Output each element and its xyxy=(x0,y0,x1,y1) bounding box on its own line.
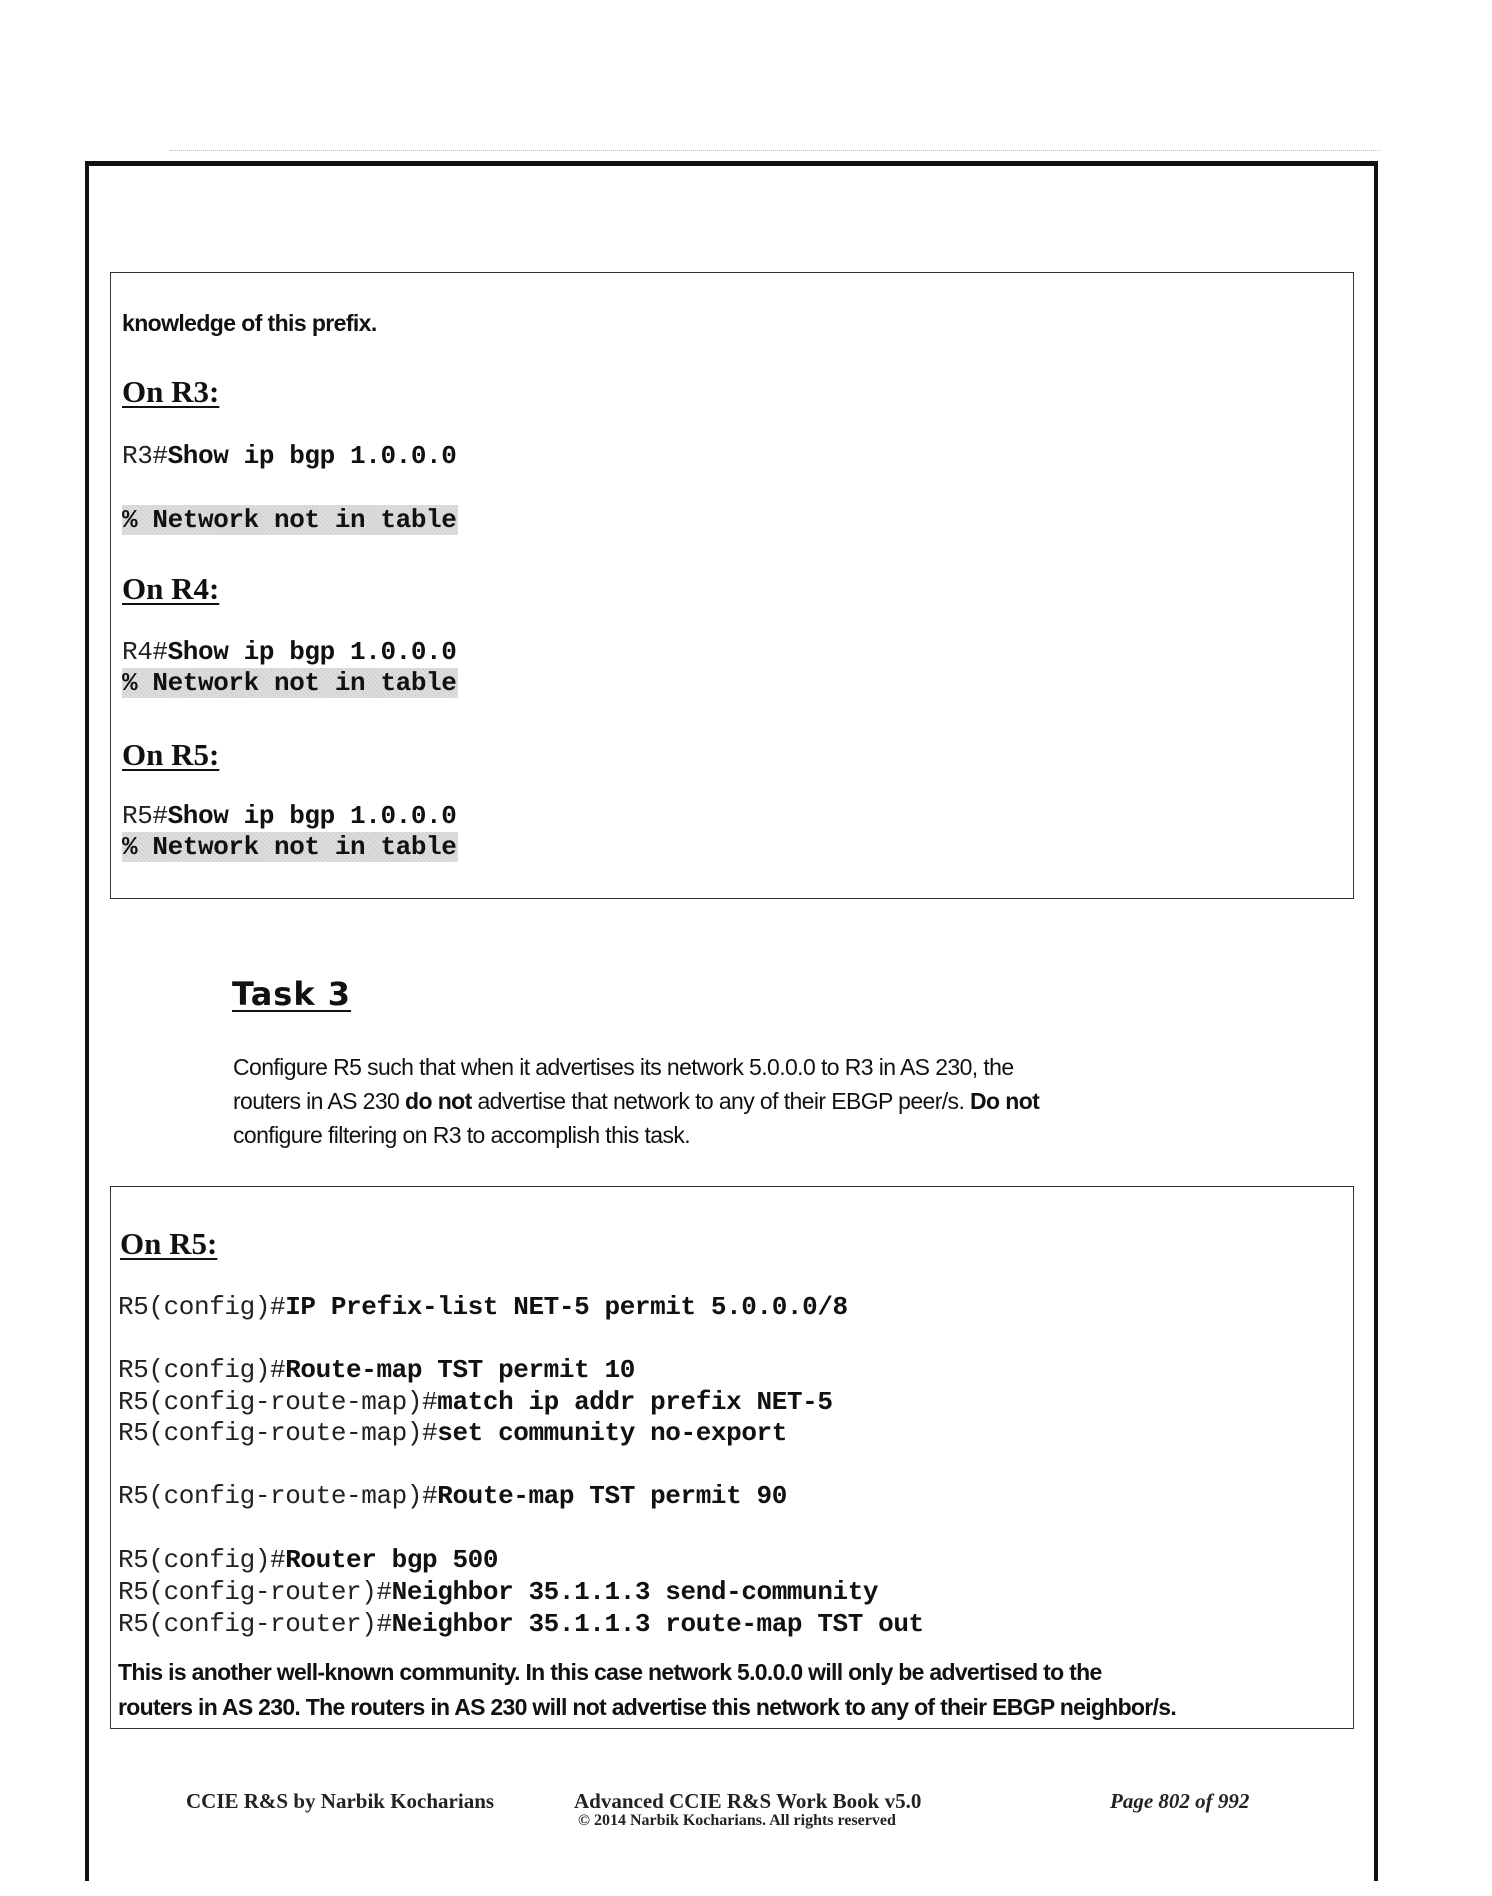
task-description xyxy=(233,1050,1193,1152)
output-line-r3 xyxy=(122,505,458,535)
command: Show ip bgp 1.0.0.0 xyxy=(167,637,457,667)
command: set community no-export xyxy=(437,1418,787,1448)
highlighted-output: % Network not in table xyxy=(122,832,457,862)
command: Router bgp 500 xyxy=(285,1545,499,1575)
prompt: R5(config)# xyxy=(118,1355,286,1385)
prompt: R5(config-route-map)# xyxy=(118,1418,438,1448)
highlighted-output: % Network not in table xyxy=(122,668,457,698)
output-line-r4 xyxy=(122,668,458,698)
command: Show ip bgp 1.0.0.0 xyxy=(167,441,457,471)
command: Show ip bgp 1.0.0.0 xyxy=(167,801,457,831)
command: Route-map TST permit 10 xyxy=(285,1355,635,1385)
task-line-2 xyxy=(233,1084,1193,1118)
command: Route-map TST permit 90 xyxy=(437,1481,787,1511)
command-line-r5 xyxy=(122,801,456,831)
prompt: R5(config)# xyxy=(118,1292,286,1322)
emphasis: do not xyxy=(405,1088,472,1114)
command: match ip addr prefix NET-5 xyxy=(437,1387,833,1417)
prompt: R5(config-route-map)# xyxy=(118,1481,438,1511)
task-line-1: Configure R5 such that when it advertises its network 5.0.0.0 to R3 in AS 230, the xyxy=(233,1054,1014,1080)
config-line xyxy=(118,1418,787,1448)
intro-text: knowledge of this prefix. xyxy=(122,310,377,336)
text-run: routers in AS 230 xyxy=(233,1088,406,1114)
footer-author: CCIE R&S by Narbik Kocharians xyxy=(186,1789,495,1813)
command-line-r3 xyxy=(122,441,456,471)
prompt: R5# xyxy=(122,801,168,831)
prompt: R4# xyxy=(122,637,168,667)
footer-page-number: Page 802 of 992 xyxy=(1110,1789,1250,1813)
section-heading-r3: On R3: xyxy=(122,374,220,409)
text-run: advertise that network to any of their EBGP peer/s. xyxy=(471,1088,971,1114)
command: IP Prefix-list NET-5 permit 5.0.0.0/8 xyxy=(285,1292,848,1322)
config-line xyxy=(118,1355,635,1385)
prompt: R5(config-route-map)# xyxy=(118,1387,438,1417)
config-line xyxy=(118,1387,833,1417)
output-line-r5 xyxy=(122,832,458,862)
command: Neighbor 35.1.1.3 route-map TST out xyxy=(391,1609,924,1639)
prompt: R5(config)# xyxy=(118,1545,286,1575)
footer-book-title: Advanced CCIE R&S Work Book v5.0 xyxy=(574,1789,922,1813)
config-heading-r5: On R5: xyxy=(120,1226,218,1261)
prompt: R3# xyxy=(122,441,168,471)
command-line-r4 xyxy=(122,637,456,667)
config-line xyxy=(118,1577,878,1607)
config-line xyxy=(118,1545,498,1575)
config-line xyxy=(118,1481,787,1511)
config-line xyxy=(118,1609,924,1639)
task-line-3: configure filtering on R3 to accomplish this task. xyxy=(233,1122,691,1148)
config-line xyxy=(118,1292,848,1322)
emphasis: Do not xyxy=(970,1088,1040,1114)
footer-copyright: © 2014 Narbik Kocharians. All rights reserved xyxy=(578,1812,896,1829)
highlighted-output: % Network not in table xyxy=(122,505,457,535)
command: Neighbor 35.1.1.3 send-community xyxy=(391,1577,879,1607)
scan-artifact-line xyxy=(170,150,1380,152)
task-title: Task 3 xyxy=(232,975,352,1013)
explanation-note xyxy=(118,1655,1358,1725)
prompt: R5(config-router)# xyxy=(118,1609,392,1639)
note-line-1: This is another well-known community. In this case network 5.0.0.0 will only be advertised to the xyxy=(118,1659,1102,1685)
section-heading-r5: On R5: xyxy=(122,737,220,772)
config-box xyxy=(110,1186,1354,1729)
prompt: R5(config-router)# xyxy=(118,1577,392,1607)
section-heading-r4: On R4: xyxy=(122,571,220,606)
note-line-2: routers in AS 230. The routers in AS 230 will not advertise this network to any of their EBGP neighbor/s. xyxy=(118,1694,1177,1720)
